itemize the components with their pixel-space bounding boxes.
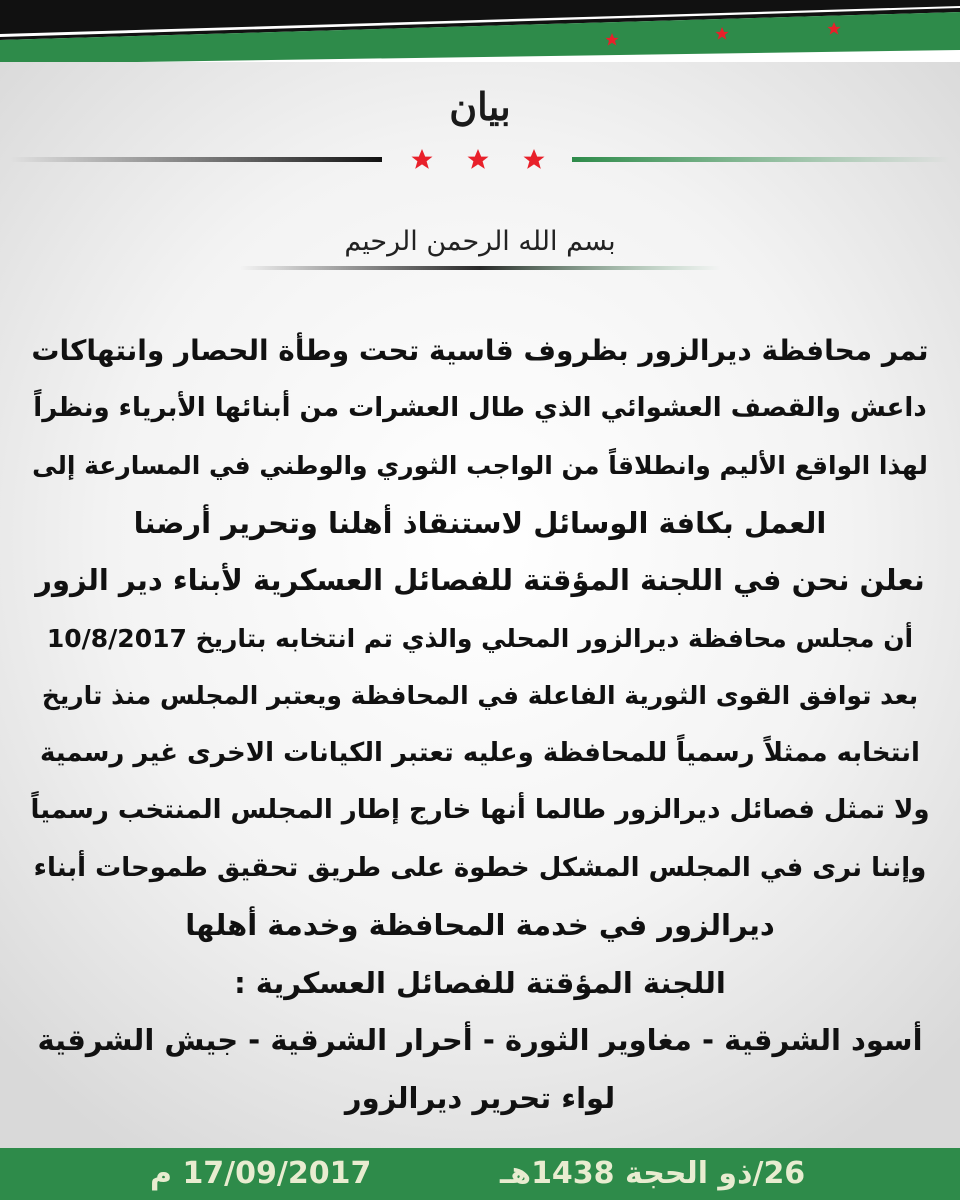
statement-line: داعش والقصف العشوائي الذي طال العشرات من أبنائها الأبرياء ونظراً (33, 392, 927, 423)
signatory-heading: اللجنة المؤقتة للفصائل العسكرية : (234, 965, 726, 1000)
statement-line: ولا تمثل فصائل ديرالزور طالما أنها خارج إطار المجلس المنتخب رسمياً (30, 795, 930, 825)
statement-line: لهذا الواقع الأليم وانطلاقاً من الواجب الثوري والوطني في المسارعة إلى (32, 451, 928, 480)
statement-line: أن مجلس محافظة ديرالزور المحلي والذي تم انتخابه بتاريخ 10/8/2017 (46, 623, 914, 653)
statement-line: انتخابه ممثلاً رسمياً للمحافظة وعليه تعتبر الكيانات الاخرى غير رسمية (40, 737, 920, 768)
statement-line: تمر محافظة ديرالزور بظروف قاسية تحت وطأة الحصار وانتهاكات (31, 334, 929, 367)
statement-line: بعد توافق القوى الثورية الفاعلة في المحافظة ويعتبر المجلس منذ تاريخ (41, 681, 919, 710)
star-icon (468, 149, 489, 169)
signatory-brigade: لواء تحرير ديرالزور (344, 1080, 616, 1115)
title-divider (0, 145, 960, 175)
flag-banner (0, 0, 960, 62)
star-icon (524, 149, 545, 169)
statement-line: ديرالزور في خدمة المحافظة وخدمة أهلها (185, 908, 775, 942)
statement-line: وإننا نرى في المجلس المشكل خطوة على طريق تحقيق طموحات أبناء (33, 852, 927, 883)
signatory-factions: أسود الشرقية - مغاوير الثورة - أحرار الشرقية - جيش الشرقية (37, 1023, 923, 1057)
statement-body (30, 322, 930, 1127)
page-title: بيان (449, 84, 511, 129)
statement-line: نعلن نحن في اللجنة المؤقتة للفصائل العسكرية لأبناء دير الزور (35, 563, 925, 597)
bismillah: بسم الله الرحمن الرحيم (344, 226, 616, 257)
date-footer (0, 1148, 960, 1200)
hijri-date: 26/ذو الحجة 1438هـ (500, 1156, 806, 1191)
bismillah-underline (240, 266, 720, 270)
star-icon (412, 149, 433, 169)
statement-line: العمل بكافة الوسائل لاستنقاذ أهلنا وتحرير أرضنا (133, 505, 827, 540)
gregorian-date: 17/09/2017 م (150, 1156, 372, 1191)
